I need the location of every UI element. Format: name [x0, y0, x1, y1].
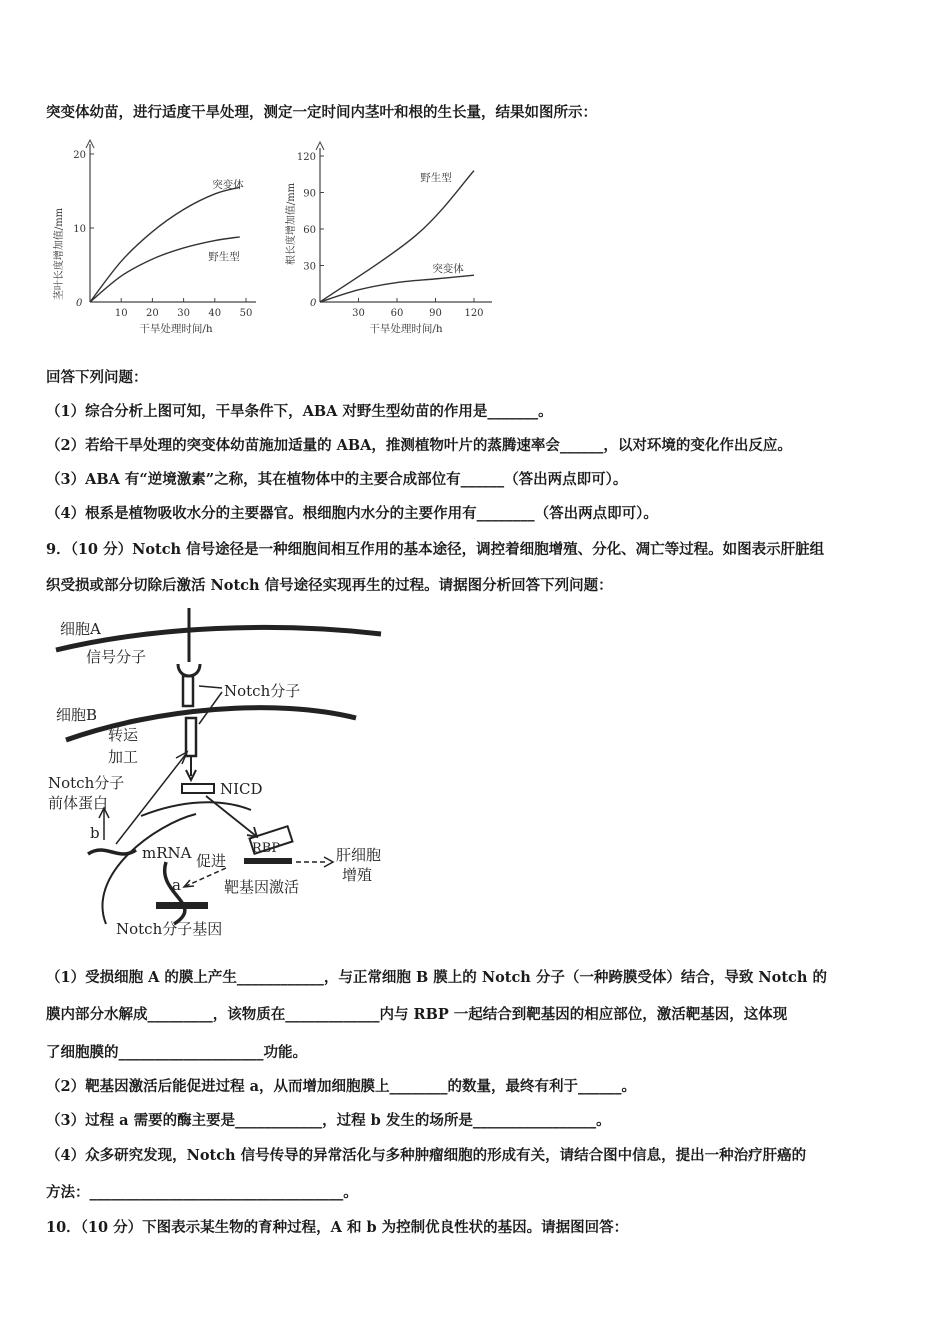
y-tick-label: 10 [73, 224, 86, 235]
q8-sub3: （3）ABA 有“逆境激素”之称，其在植物体中的主要合成部位有______（答出两点即可）。 [46, 471, 628, 488]
series-line-1 [90, 237, 240, 302]
q9-sub1-line1: （1）受损细胞 A 的膜上产生____________，与正常细胞 B 膜上的 Notch 分子（一种跨膜受体）结合，导致 Notch 的 [46, 969, 827, 986]
q10-intro: 10．（10 分）下图表示某生物的育种过程，A 和 b 为控制优良性状的基因。请据图回答： [46, 1219, 629, 1236]
stem-leaf-plot-area [52, 140, 256, 335]
label-promote: 促进 [196, 852, 227, 870]
notch-extracellular [183, 676, 193, 706]
label-liver-1: 肝细胞 [336, 846, 382, 864]
x-tick-label: 10 [114, 308, 128, 319]
label-precursor-1: Notch分子 [48, 774, 125, 792]
label-signal-molecule: 信号分子 [86, 648, 147, 666]
q8-sub4: （4）根系是植物吸收水分的主要器官。根细胞内水分的主要作用有________（答出两点即可）。 [46, 505, 658, 522]
y-tick-label: 30 [303, 261, 316, 273]
cell-a-membrane [56, 627, 381, 650]
x-tick-label: 50 [239, 308, 253, 319]
intro-text: 突变体幼苗，进行适度干旱处理，测定一定时间内茎叶和根的生长量，结果如图所示： [46, 104, 597, 121]
x-tick-label: 90 [429, 308, 442, 319]
label-transport-1: 转运 [108, 726, 139, 744]
notch-intracellular [186, 718, 196, 756]
label-cell-a: 细胞A [60, 620, 101, 638]
label-notch-gene: Notch分子基因 [116, 920, 223, 938]
series-label-mutant: 突变体 [432, 263, 464, 275]
q8-prompt: 回答下列问题： [46, 369, 148, 386]
q9-intro-line2: 织受损或部分切除后激活 Notch 信号途径实现再生的过程。请据图分析回答下列问题： [46, 577, 613, 594]
q9-sub4-line2: 方法：___________________________________。 [46, 1184, 358, 1201]
label-nicd: NICD [220, 780, 263, 798]
proliferation-arrowhead [324, 857, 333, 867]
nicd-shape [182, 784, 214, 793]
target-gene-dna [244, 858, 292, 864]
label-notch: Notch分子 [224, 682, 301, 700]
q9-sub1-line2: 膜内部分水解成_________，该物质在_____________内与 RBP 一起结合到靶基因的相应部位，激活靶基因，这体现 [46, 1006, 788, 1023]
nicd-to-rbp-arrow [206, 796, 256, 836]
label-process-b: b [90, 824, 100, 842]
q9-intro-line1: 9．（10 分）Notch 信号途径是一种细胞间相互作用的基本途径，调控着细胞增殖、分化、凋亡等过程。如图表示肝脏组 [46, 541, 825, 558]
q8-sub1: （1）综合分析上图可知，干旱条件下，ABA 对野生型幼苗的作用是_______。 [46, 403, 553, 420]
process-a-arrow [186, 868, 226, 886]
x-tick-label: 40 [208, 308, 222, 319]
label-process-a: a [172, 876, 181, 894]
origin-label: 0 [310, 298, 317, 309]
nuclear-envelope [141, 802, 251, 816]
series-label-wild: 野生型 [420, 172, 452, 184]
y-tick-label: 90 [303, 188, 316, 200]
series-line-1 [320, 275, 474, 302]
x-tick-label: 30 [352, 308, 365, 319]
series-line-0 [90, 187, 240, 302]
y-axis-label: 根长度增加值/mm [286, 182, 297, 266]
label-precursor-2: 前体蛋白 [48, 794, 109, 812]
notch-gene-dna [156, 902, 208, 909]
signal-molecule-head [178, 664, 200, 676]
label-cell-b: 细胞B [56, 706, 98, 724]
x-axis-label: 干旱处理时间/h [369, 323, 443, 335]
stem-leaf-chart [46, 134, 276, 344]
q8-sub2: （2）若给干旱处理的突变体幼苗施加适量的 ABA，推测植物叶片的蒸腾速率会______，以对环境的变化作出反应。 [46, 437, 792, 454]
notch-pathway-diagram [46, 604, 396, 944]
q9-sub2: （2）靶基因激活后能促进过程 a，从而增加细胞膜上________的数量，最终有利于______。 [46, 1078, 637, 1095]
mrna-strand [88, 850, 136, 854]
y-tick-label: 60 [303, 225, 316, 236]
label-transport-2: 加工 [108, 748, 139, 766]
x-tick-label: 30 [177, 308, 190, 319]
y-tick-label: 120 [296, 152, 316, 163]
label-target-activation: 靶基因激活 [224, 878, 300, 896]
x-axis-label: 干旱处理时间/h [139, 323, 213, 335]
notch-pointer-1 [199, 686, 222, 688]
x-tick-label: 60 [390, 308, 404, 319]
q9-sub1-line3: 了细胞膜的____________________功能。 [46, 1044, 307, 1061]
root-plot-area [284, 142, 492, 335]
label-liver-2: 增殖 [342, 866, 373, 884]
series-label-mutant: 突变体 [212, 179, 244, 191]
series-label-wild: 野生型 [208, 251, 240, 263]
q9-sub3: （3）过程 a 需要的酶主要是____________，过程 b 发生的场所是_________________。 [46, 1112, 611, 1129]
y-axis-label: 茎叶长度增加值/mm [54, 207, 65, 301]
q9-sub4-line1: （4）众多研究发现，Notch 信号传导的异常活化与多种肿瘤细胞的形成有关，请结合图中信息，提出一种治疗肝癌的 [46, 1147, 807, 1164]
x-tick-label: 20 [146, 308, 159, 319]
root-chart [284, 134, 504, 344]
origin-label: 0 [76, 298, 83, 309]
transport-arrow [116, 754, 186, 844]
x-tick-label: 120 [464, 308, 484, 319]
y-tick-label: 20 [73, 150, 86, 161]
label-mrna: mRNA [142, 844, 192, 862]
label-rbp: RBP [252, 841, 281, 856]
